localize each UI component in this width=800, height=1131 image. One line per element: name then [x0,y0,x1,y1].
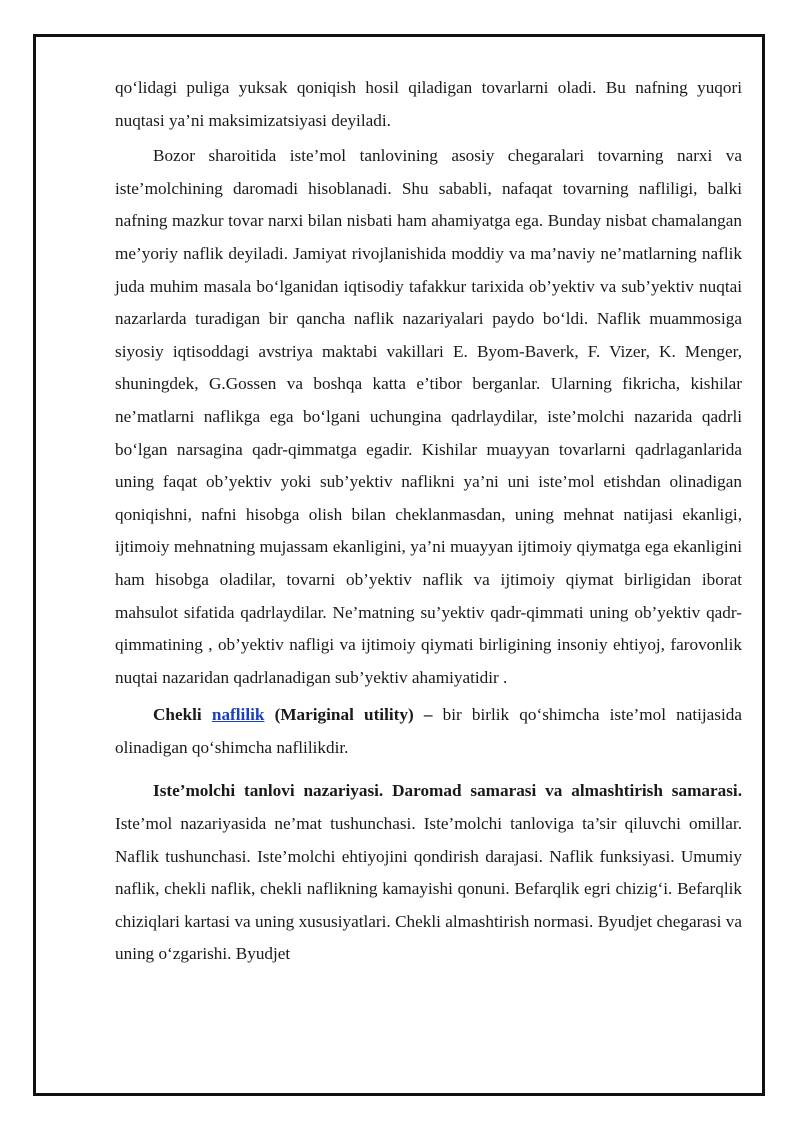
definition-text: bir birlik qo‘shimcha iste’mol natijasida olinadigan qo‘shimcha naflilikdir. [115,705,742,757]
document-body [115,72,742,971]
topic-body: Iste’mol nazariyasida ne’mat tushunchasi. Iste’molchi tanloviga ta’sir qiluvchi omillar. Naflik tushunchasi. Iste’molchi ehtiyojini qondirish darajasi. Naflik funksiyasi. Umumiy naflik, chekli naflik, chekli naflikning kamayishi qonuni. Befarqlik egri chizig‘i. Befarqlik chiziqlari kartasi va uning xususiyatlari. Chekli almashtirish normasi. Byudjet chegarasi va uning o‘zgarishi. Byudjet [115,814,742,964]
paragraph-topic-outline [115,775,742,971]
naflilik-link[interactable]: naflilik [211,705,265,725]
topic-heading: Iste’molchi tanlovi nazariyasi. Daromad samarasi va almashtirish samarasi. [153,781,742,801]
paragraph-marginal-utility-definition [115,699,742,764]
term-end: (Mariginal utility) – [264,705,433,725]
paragraph-consumer-choice: Bozor sharoitida iste’mol tanlovining asosiy chegaralari tovarning narxi va iste’molchining daromadi hisoblanadi. Shu sababli, nafaqat tovarning nafliligi, balki nafning mazkur tovar narxi bilan nisbati ham ahamiyatga ega. Bunday nisbat chamalangan me’yoriy naflik deyiladi. Jamiyat rivojlanishida moddiy va ma’naviy ne’matlarning naflik juda muhim masala bo‘lganidan iqtisodiy tafakkur tarixida ob’yektiv va sub’yektiv nuqtai nazarlarda turadigan bir qancha naflik nazariyalari paydo bo‘ldi. Naflik muammosiga siyosiy iqtisoddagi avstriya maktabi vakillari E. Byom-Baverk, F. Vizer, K. Menger, shuningdek, G.Gossen va boshqa katta e’tibor berganlar. Ularning fikricha, kishilar ne’matlarni naflikga ega bo‘lgani uchungina qadrlaydilar, iste’molchi nazarida qadrli bo‘lgan narsagina qadr-qimmatga egadir. Kishilar muayyan tovarlarni qadrlaganlarida uning faqat ob’yektiv yoki sub’yektiv naflikni ya’ni uni iste’mol etishdan olinadigan qoniqishni, nafni hisobga olish bilan cheklanmasdan, uning mehnat natijasi ekanligi, ijtimoiy mehnatning mujassam ekanligini, ya’ni muayyan ijtimoiy qiymatga ega ekanligini ham hisobga oladilar, tovarni ob’yektiv naflik va ijtimoiy qiymat birligidan iborat mahsulot sifatida qadrlaydilar. Ne’matning su’yektiv qadr-qimmati uning ob’yektiv qadr-qimmatining , ob’yektiv nafligi va ijtimoiy qiymati birligining insoniy ehtiyoj, farovonlik nuqtai nazaridan qadrlanadigan sub’yektiv ahamiyatidir . [115,146,742,687]
term-start: Chekli [153,705,212,725]
paragraph-intro: qo‘lidagi puliga yuksak qoniqish hosil qiladigan tovarlarni oladi. Bu nafning yuqori nuqtasi ya’ni maksimizatsiyasi deyiladi. [115,78,742,130]
